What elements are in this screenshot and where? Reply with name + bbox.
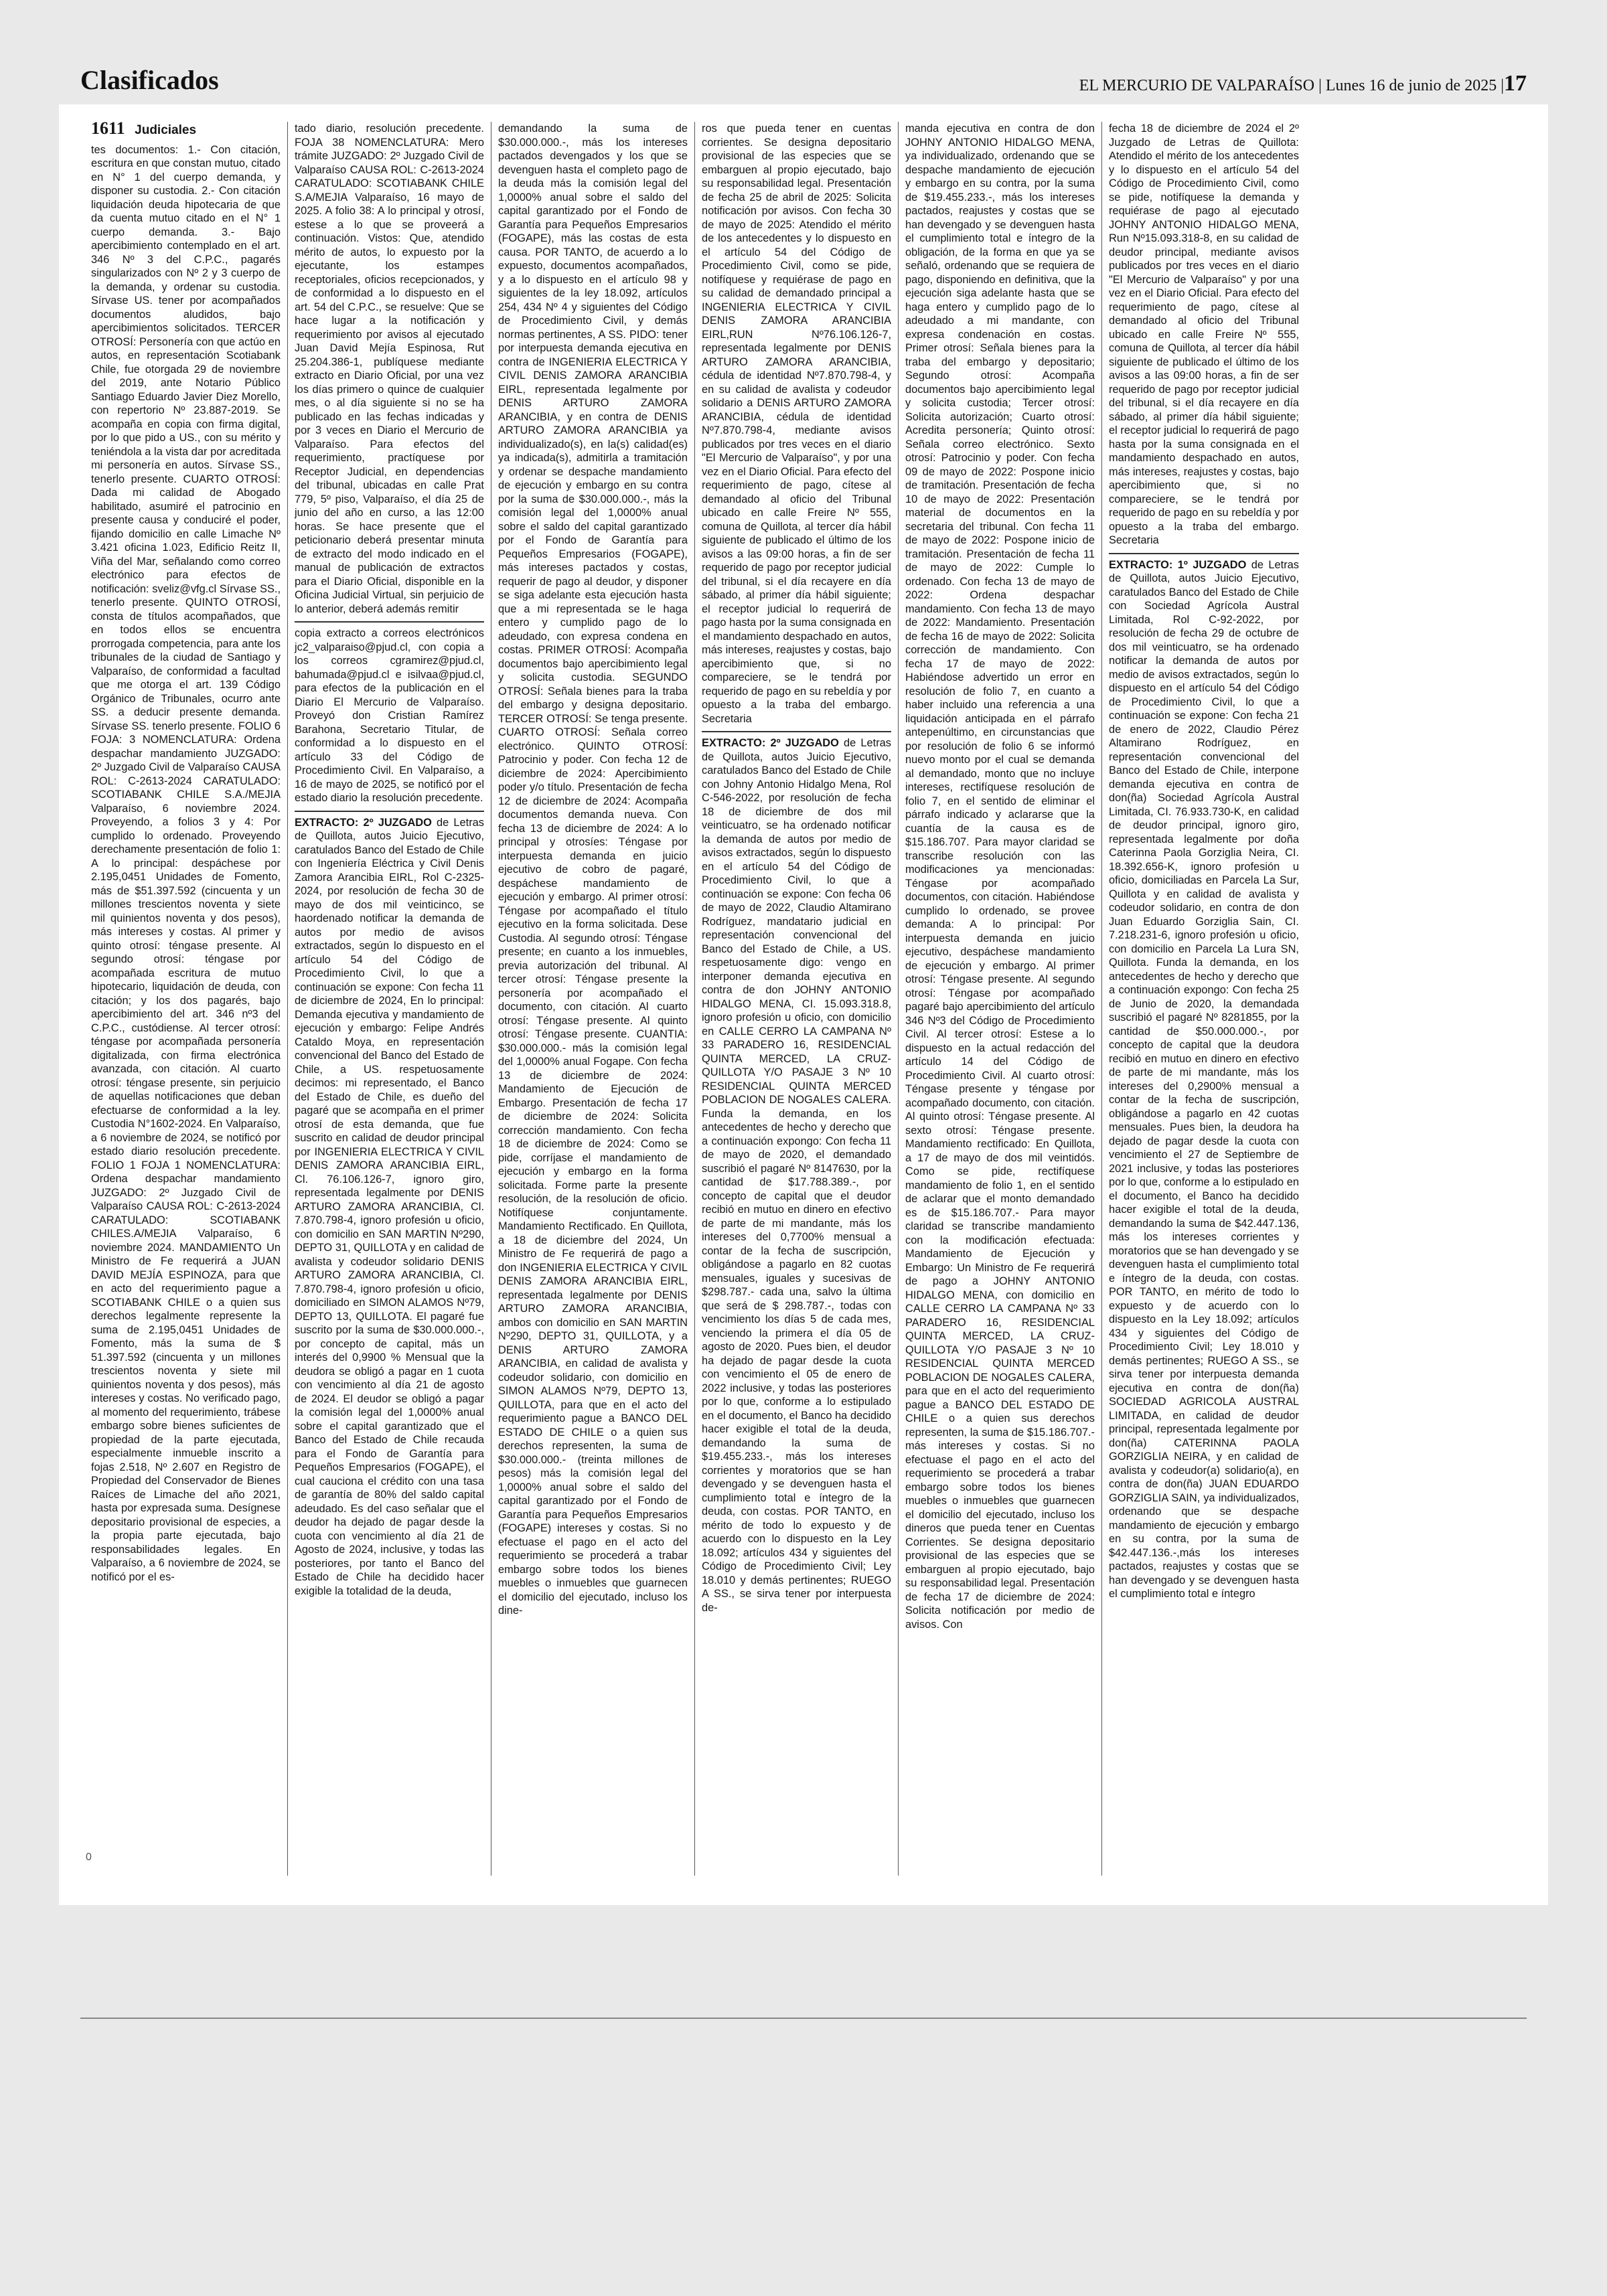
notice-kicker: EXTRACTO: 2º JUZGADO bbox=[702, 737, 839, 749]
folio-mark: 0 bbox=[86, 1852, 92, 1863]
column-3 bbox=[491, 122, 695, 1876]
notice-divider bbox=[295, 621, 484, 623]
column-1 bbox=[84, 122, 288, 1876]
category-heading bbox=[91, 122, 281, 138]
notice-paragraph: copia extracto a correos electrónicos jc2_valparaiso@pjud.cl, con copia a los correos cgramirez@pjud.cl, bahumada@pjud.cl e isilvaa@pjud.cl, para efectos de la publicación en el Diario El Mercurio de Valparaíso. Proveyó don Cristian Ramírez Barahona, Secretario Titular, de conformidad a lo dispuesto en el artículo 33 del Código de Procedimiento Civil. En Valparaíso, a 16 de mayo de 2025, se notificó por el estado diario la resolución precedente. bbox=[295, 627, 484, 804]
bottom-rule bbox=[80, 2018, 1527, 2019]
notice-kicker: EXTRACTO: 1º JUZGADO bbox=[1109, 558, 1247, 571]
notice-divider bbox=[702, 731, 891, 732]
column-2 bbox=[288, 122, 491, 1876]
column-4 bbox=[695, 122, 899, 1876]
notice-paragraph: EXTRACTO: 1º JUZGADO de Letras de Quillota, autos Juicio Ejecutivo, caratulados Banco del Estado de Chile con Sociedad Agrícola Austral Limitada, Rol C-92-2022, por resolución de fecha 29 de octubre de dos mil veinticuatro, se ha ordenado notificar la demanda de autos por medio de avisos extractados, según lo dispuesto en el artículo 54 del Código de Procedimiento Civil, lo que a continuación se expone: Con fecha 21 de enero de 2022, Claudio Pérez Altamirano Rodríguez, en representación convencional del Banco del Estado de Chile, interpone demanda ejecutiva en contra de don(ña) Sociedad Agrícola Austral Limitada, CI. 76.933.730-K, en calidad de deudor principal, ignoro giro, representada legalmente por doña Caterinna Paola Gorziglia Neira, CI. 18.392.656-K, ignoro profesión u oficio, domiciliadas en Parcela La Sur, Quillota y en calidad de avalista y codeudor solidario, en contra de don Juan Eduardo Gorziglia Sain, CI. 7.218.231-6, ignoro profesión u oficio, con domicilio en Parcela La Lura SN, Quillota. Funda la demanda, en los antecedentes de hecho y derecho que a continuación expongo: Con fecha 25 de Junio de 2020, la demandada suscribió el pagaré Nº 8281855, por la cantidad de $50.000.000.-, por concepto de capital que la deudora recibió en mutuo en dinero en efectivo de parte de mi mandante, más los intereses del 0,2900% mensual a contar de la fecha de suscripción, obligándose a pagarlo en 42 cuotas mensuales. Pues bien, la deudora ha dejado de pagar desde la cuota con vencimiento el 27 de Septiembre de 2021 inclusive, y todas las posteriores por lo que, conforme a lo estipulado en el documento, el Banco ha decidido hacer exigible el total de la deuda, demandando la suma de $42.447.136, más los intereses corrientes y moratorios que se han devengado y se devenguen hasta el cumplimiento total e íntegro de la deuda, con costas. POR TANTO, en mérito de todo lo expuesto y de acuerdo con lo dispuesto en la Ley 18.092; artículos 434 y siguientes del Código de Procedimiento Civil; Ley 18.010 y demás pertinentes; RUEGO A SS., se sirva tener por interpuesta demanda ejecutiva en contra de don(ña) SOCIEDAD AGRICOLA AUSTRAL LIMITADA, en calidad de deudor principal, representada legalmente por don(ña) CATERINNA PAOLA GORZIGLIA NEIRA, y en calidad de avalista y codeudor(a) solidario(a), en contra de don(ña) JUAN EDUARDO GORZIGLIA SAIN, ya individualizados, ordenando que se despache mandamiento de ejecución y embargo en su contra, por la suma de $42.447.136.-,más los intereses pactados, reajustes y costas que se han devengado y se devenguen hasta el cumplimiento total e íntegro bbox=[1109, 558, 1299, 1600]
notice-kicker: EXTRACTO: 2º JUZGADO bbox=[295, 816, 432, 829]
column-6 bbox=[1102, 122, 1306, 1876]
classifieds-sheet bbox=[59, 104, 1548, 1905]
category-label: Judiciales bbox=[135, 123, 197, 137]
notice-divider bbox=[1109, 553, 1299, 554]
column-5 bbox=[899, 122, 1102, 1876]
masthead bbox=[80, 64, 1527, 106]
notice-paragraph: demandando la suma de $30.000.000.-, más los intereses pactados devengados y los que se devenguen hasta el completo pago de la deuda más la comisión legal del 1,0000% anual sobre el saldo del capital garantizado por el Fondo de Garantía para Pequeños Empresarios (FOGAPE), más las costas de esta causa. POR TANTO, de acuerdo a lo expuesto, documentos acompañados, y a lo dispuesto en el artículo 98 y siguientes de la ley 18.092, artículos 254, 434 Nº 4 y siguientes del Código de Procedimiento Civil, y demás normas pertinentes, A SS. PIDO: tener por interpuesta demanda ejecutiva en contra de INGENIERIA ELECTRICA Y CIVIL DENIS ZAMORA ARANCIBIA EIRL, representada legalmente por DENIS ARTURO ZAMORA ARANCIBIA, y en contra de DENIS ARTURO ZAMORA ARANCIBIA ya individualizado(s), en la(s) calidad(es) ya indicada(s), admitirla a tramitación y ordenar se despache mandamiento de ejecución y embargo en su contra por la suma de $30.000.000.-, más la comisión legal del 1,0000% anual sobre el saldo del capital garantizado por el Fondo de Garantía para Pequeños Empresarios (FOGAPE), más intereses pactados y costas, requerir de pago al deudor, y disponer se siga adelante esta ejecución hasta que a mi representada se le haga entero y cumplido pago de lo adeudado, con expresa condena en costas. PRIMER OTROSÍ: Acompaña documentos bajo apercibimiento legal y solicita custodia. SEGUNDO OTROSÍ: Señala bienes para la traba del embargo y designa depositario. TERCER OTROSÍ: Se tenga presente. CUARTO OTROSÍ: Señala correo electrónico. QUINTO OTROSÍ: Patrocinio y poder. Con fecha 12 de diciembre de 2024: Apercibimiento poder y/o título. Presentación de fecha 12 de diciembre de 2024: Acompaña documentos demanda nueva. Con fecha 13 de diciembre de 2024: A lo principal y otrosíes: Téngase por interpuesta demanda en juicio ejecutivo de cobro de pagaré, despáchese mandamiento de ejecución y embargo. Al primer otrosí: Téngase por acompañado el título ejecutivo en la forma solicitada. Dese Custodia. Al segundo otrosí: Téngase presente; en cuanto a los inmuebles, previa autorización del tribunal. Al tercer otrosí: Téngase presente la personería por acompañado el documento, con citación. Al cuarto otrosí: Téngase presente. Al quinto otrosí: Téngase presente. CUANTIA: $30.000.000.- más la comisión legal del 1,0000% anual Fogape. Con fecha 13 de diciembre de 2024: Mandamiento de Ejecución de Embargo. Presentación de fecha 17 de diciembre de 2024: Solicita corrección mandamiento. Con fecha 18 de diciembre de 2024: Como se pide, corríjase el mandamiento de ejecución y embargo en la forma solicitada. Forme parte la presente resolución, de la resolución de oficio. Notifíquese conjuntamente. Mandamiento Rectificado. En Quillota, a 18 de diciembre del 2024, Un Ministro de Fe requerirá de pago a don INGENIERIA ELECTRICA Y CIVIL DENIS ZAMORA ARANCIBIA EIRL, representada legalmente por DENIS ARTURO ZAMORA ARANCIBIA, ambos con domicilio en SAN MARTIN Nº290, DEPTO 31, QUILLOTA, y a DENIS ARTURO ZAMORA ARANCIBIA, en calidad de avalista y codeudor solidario, con domicilio en SIMON ALAMOS Nº79, DEPTO 13, QUILLOTA, para que en el acto del requerimiento pague a BANCO DEL ESTADO DE CHILE o a quien sus derechos representen, la suma de $30.000.000.- (treinta millones de pesos) más la comisión legal del 1,0000% anual sobre el saldo del capital garantizado por el Fondo de Garantía para Pequeños Empresarios (FOGAPE) intereses y costas. Si no efectuase el pago en el acto del requerimiento se procederá a trabar embargo sobre todos los bienes muebles o inmuebles que guarnecen el domicilio del ejecutado, incluso los dine- bbox=[498, 122, 688, 1617]
paper-name-date: EL MERCURIO DE VALPARAÍSO | Lunes 16 de junio de 2025 | bbox=[1079, 77, 1504, 94]
notice-paragraph: fecha 18 de diciembre de 2024 el 2º Juzgado de Letras de Quillota: Atendido el mérito de los antecedentes y lo dispuesto en el artículo 54 del Código de Procedimiento Civil, como se pide, notifíquese la demanda y requiérase de pago al ejecutado JOHNY ANTONIO HIDALGO MENA, Run Nº15.093.318-8, en su calidad de deudor principal, mediante avisos publicados por tres veces en el diario "El Mercurio de Valparaíso" y por una vez en el Diario Oficial. Para efecto del requerimiento de pago, cítese al demandado al oficio del Tribunal ubicado en calle Freire Nº 555, comuna de Quillota, al tercer día hábil siguiente de publicado el último de los avisos a las 09:00 horas, a fin de ser requerido de pago por receptor judicial del tribunal, si el día recayere en día sábado, al primer día hábil siguiente; el receptor judicial lo requerirá de pago hasta por la suma consignada en el mandamiento despachado en autos, más intereses, reajustes y costas, bajo apercibimiento que, si no compareciere, se le tendrá por requerido de pago en su rebeldía y por opuesto a la traba del embargo. Secretaria bbox=[1109, 122, 1299, 546]
notice-paragraph: EXTRACTO: 2º JUZGADO de Letras de Quillota, autos Juicio Ejecutivo, caratulados Banco del Estado de Chile con Johny Antonio Hidalgo Mena, Rol C-546-2022, por resolución de fecha 18 de diciembre de dos mil veinticuatro, se ha ordenado notificar la demanda de autos por medio de avisos extractados, según lo dispuesto en el artículo 54 del Código de Procedimiento Civil, lo que a continuación se expone: Con fecha 06 de mayo de 2022, Claudio Altamirano Rodríguez, mandatario judicial en representación convencional del Banco del Estado de Chile, a US. respetuosamente digo: vengo en interponer demanda ejecutiva en contra de don JOHNY ANTONIO HIDALGO MENA, CI. 15.093.318.8, ignoro profesión u oficio, con domicilio en CALLE CERRO LA CAMPANA Nº 33 PARADERO 16, RESIDENCIAL QUINTA MERCED, LA CRUZ- QUILLOTA Y/O PASAJE 3 Nº 10 RESIDENCIAL QUINTA MERCED POBLACION DE NOGALES CALERA. Funda la demanda, en los antecedentes de hecho y derecho que a continuación expongo: Con fecha 11 de mayo de 2020, el demandado suscribió el pagaré Nº 8147630, por la cantidad de $17.788.389.-, por concepto de capital que el deudor recibió en mutuo en dinero en efectivo de parte de mi mandante, más los intereses del 0,7700% mensual a contar de la fecha de suscripción, obligándose a pagarlo en 82 cuotas mensuales, iguales y sucesivas de $298.787.- cada una, salvo la última que será de $ 298.787.-, todas con vencimiento los días 5 de cada mes, venciendo la primera el día 05 de agosto de 2020. Pues bien, el deudor ha dejado de pagar desde la cuota con vencimiento el 05 de enero de 2022 inclusive, y todas las posteriores por lo que, conforme a lo estipulado en el documento, el Banco ha decidido hacer exigible el total de la deuda, demandando la suma de $19.455.233.-, más los intereses corrientes y moratorios que se han devengado y se devenguen hasta el cumplimiento total e íntegro de la deuda, con costas. POR TANTO, en mérito de todo lo expuesto y de acuerdo con lo dispuesto en la Ley 18.092; artículos 434 y siguientes del Código de Procedimiento Civil; Ley 18.010 y demás pertinentes; RUEGO A SS., se sirva tener por interpuesta de- bbox=[702, 737, 891, 1614]
notice-paragraph: ros que pueda tener en cuentas corrientes. Se designa depositario provisional de las especies que se embarguen al propio ejecutado, bajo su responsabilidad legal. Presentación de fecha 25 de abril de 2025: Solicita notificación por avisos. Con fecha 30 de mayo de 2025: Atendido el mérito de los antecedentes y lo dispuesto en el artículo 54 del Código de Procedimiento Civil, como se pide, notifíquese y requiérase de pago en su calidad de demandado principal a INGENIERIA ELECTRICA Y CIVIL DENIS ZAMORA ARANCIBIA EIRL,RUN Nº76.106.126-7, representada legalmente por DENIS ARTURO ZAMORA ARANCIBIA, cédula de identidad Nº7.870.798-4, y en su calidad de avalista y codeudor solidario a DENIS ARTURO ZAMORA ARANCIBIA, cédula de identidad Nº7.870.798-4, mediante avisos publicados por tres veces en el diario "El Mercurio de Valparaíso", y por una vez en el Diario Oficial. Para efecto del requerimiento de pago, cítese al demandado al oficio del Tribunal ubicado en calle Freire Nº 555, comuna de Quillota, al tercer día hábil siguiente de publicado el último de los avisos a las 09:00 horas, a fin de ser requerido de pago por receptor judicial del tribunal, si el día recayere en día sábado, al primer día hábil siguiente; el receptor judicial lo requerirá de pago hasta por la suma consignada en el mandamiento despachado en autos, más intereses, reajustes y costas, bajo apercibimiento que, si no compareciere, se le tendrá por requerido de pago en su rebeldía y por opuesto a la traba del embargo. Secretaria bbox=[702, 122, 891, 725]
notice-paragraph: tes documentos: 1.- Con citación, escritura en que constan mutuo, citado en N° 1 del cuerpo demanda, y disponer su custodia. 2.- Con citación liquidación deuda hipotecaria de que da cuenta mutuo citado en el N° 1 cuerpo demanda. 3.- Bajo apercibimiento contemplado en el art. 346 Nº 3 del C.P.C., pagarés singularizados con Nº 2 y 3 cuerpo de la demanda, y ordenar su custodia. Sírvase US. tener por acompañados documentos aludidos, bajo apercibimientos solicitados. TERCER OTROSÍ: Personería con que actúo en autos, en representación Scotiabank Chile, fue otorgada 29 de noviembre del 2019, ante Notario Público Santiago Eduardo Javier Diez Morello, con repertorio Nº 23.887-2019. Se acompaña en copia con firma digital, por lo que pido a US., con su mérito y teniéndola a la vista dar por acreditada mi personería en autos. Sírvase SS., tenerlo presente. CUARTO OTROSÍ: Dada mi calidad de Abogado habilitado, asumiré el patrocinio en presente causa y conduciré el poder, fijando domicilio en calle Limache Nº 3.421 oficina 1.023, Edificio Reitz II, Viña del Mar, señalando como correo electrónico para efectos de notificación: sveliz@vfg.cl Sírvase SS., tenerlo presente. QUINTO OTROSÍ, consta de títulos acompañados, que en todos ellos se encuentra prorrogada competencia, para ante los tribunales de la ciudad de Santiago y Valparaíso, de conformidad a facultad que me otorga el art. 139 Código Orgánico de Tribunales, ocurro ante SS. a deducir presente demanda. Sírvase SS. tenerlo presente. FOLIO 6 FOJA: 3 NOMENCLATURA: Ordena despachar mandamiento JUZGADO: 2º Juzgado Civil de Valparaíso CAUSA ROL: C-2613-2024 CARATULADO: SCOTIABANK CHILE S.A./MEJIA Valparaíso, 6 noviembre 2024. Proveyendo, a folios 3 y 4: Por cumplido lo ordenado. Proveyendo derechamente presentación de folio 1: A lo principal: despáchese por 2.195,0451 Unidades de Fomento, más de $51.397.592 (cincuenta y un millones trescientos noventa y siete mil quinientos noventa y dos pesos), más intereses y costas. Al primer y quinto otrosí: téngase presente. Al segundo otrosí: téngase por acompañada escritura de mutuo hipotecario, liquidación de deuda, con citación; y los dos pagarés, bajo apercibimiento del art. 346 nº3 del C.P.C., custódiense. Al tercer otrosí: téngase por acompañada personería digitalizada, con firma electrónica avanzada, con citación. Al cuarto otrosí: téngase presente, sin perjuicio de aquellas notificaciones que deban efectuarse de conformidad a la ley. Custodia N°1602-2024. En Valparaíso, a 6 noviembre de 2024, se notificó por estado diario resolución precedente. FOLIO 1 FOJA 1 NOMENCLATURA: Ordena despachar mandamiento JUZGADO: 2º Juzgado Civil de Valparaíso CAUSA ROL: C-2613-2024 CARATULADO: SCOTIABANK CHILES.A/MEJIA Valparaíso, 6 noviembre 2024. MANDAMIENTO Un Ministro de Fe requerirá a JUAN DAVID MEJÍA ESPINOZA, para que en acto del requerimiento pague a SCOTIABANK CHILE o a quien sus derechos legalmente represente la suma de 2.195,0451 Unidades de Fomento, más la suma de $ 51.397.592 (cincuenta y un millones trescientos noventa y siete mil quinientos noventa y dos pesos), más intereses y costas. No verificado pago, al momento del requerimiento, trábese embargo sobre bienes suficientes de propiedad de la parte ejecutada, especialmente inmueble inscrito a fojas 2.518, Nº 2.607 en Registro de Propiedad del Conservador de Bienes Raíces de Limache del año 2021, hasta por expresada suma. Desígnese depositario provisional de especies, a la propia parte ejecutada, bajo responsabilidades legales. En Valparaíso, a 6 noviembre de 2024, se notificó por el es- bbox=[91, 143, 281, 1583]
section-title: Clasificados bbox=[80, 65, 219, 95]
category-number: 1611 bbox=[91, 122, 125, 138]
notice-divider bbox=[295, 811, 484, 812]
notice-paragraph: EXTRACTO: 2º JUZGADO de Letras de Quillota, autos Juicio Ejecutivo, caratulados Banco del Estado de Chile con Ingeniería Eléctrica y Civil Denis Zamora Arancibia EIRL, Rol C-2325-2024, por resolución de fecha 30 de mayo de dos mil veinticinco, se haordenado notificar la demanda de autos por medio de avisos extractados, según lo dispuesto en el artículo 54 del Código de Procedimiento Civil, lo que a continuación se expone: Con fecha 11 de diciembre de 2024, En lo principal: Demanda ejecutiva y mandamiento de ejecución y embargo: Felipe Andrés Cataldo Moya, en representación convencional del Banco del Estado de Chile, a US. respetuosamente decimos: mi representado, el Banco del Estado de Chile, es dueño del pagaré que se acompaña en el primer otrosí de esta demanda, que fue suscrito en calidad de deudor principal por INGENIERIA ELECTRICA Y CIVIL DENIS ZAMORA ARANCIBIA EIRL, Cl. 76.106.126-7, ignoro giro, representada legalmente por DENIS ARTURO ZAMORA ARANCIBIA, Cl. 7.870.798-4, ignoro profesión u oficio, con domicilio en SAN MARTIN Nº290, DEPTO 31, QUILLOTA y en calidad de avalista y codeudor solidario DENIS ARTURO ZAMORA ARANCIBIA, Cl. 7.870.798-4, ignoro profesión u oficio, domiciliado en SIMON ALAMOS Nº79, DEPTO 13, QUILLOTA. El pagaré fue suscrito por la suma de $30.000.000.-, por concepto de capital, más un interés del 0,9900 % Mensual que la deudora se obligó a pagar en 1 cuota con vencimiento al día 21 de agosto de 2024. El deudor se obligó a pagar la comisión legal del 1,0000% anual sobre el capital garantizado que el Banco del Estado de Chile recauda para el Fondo de Garantía para Pequeños Empresarios (FOGAPE), el cual cauciona el crédito con una tasa de garantía de 80% del saldo capital adeudado. Es del caso señalar que el deudor ha dejado de pagar desde la cuota con vencimiento al día 21 de Agosto de 2024, inclusive, y todas las posteriores, por tanto el Banco del Estado de Chile ha decidido hacer exigible la totalidad de la deuda, bbox=[295, 816, 484, 1597]
paper-info bbox=[1079, 71, 1527, 96]
notice-paragraph: manda ejecutiva en contra de don JOHNY ANTONIO HIDALGO MENA, ya individualizado, ordenando que se despache mandamiento de ejecución y embargo en su contra, por la suma de $19.455.233.-, más los intereses pactados, reajustes y costas que se han devengado y se devenguen hasta el cumplimiento total e íntegro de la obligación, de la forma en que ya se señaló, ordenando que se requiera de pago, disponiendo en definitiva, que la ejecución siga adelante hasta que se haga entero y cumplido pago de lo adeudado a mi mandante, con expresa condenación en costas. Primer otrosí: Señala bienes para la traba del embargo y depositario; Segundo otrosí: Acompaña documentos bajo apercibimiento legal y solicita custodia; Tercer otrosí: Solicita autorización; Cuarto otrosí: Acredita personería; Quinto otrosí: Señala correo electrónico. Sexto otrosí: Patrocinio y poder. Con fecha 09 de mayo de 2022: Pospone inicio de tramitación. Presentación de fecha 10 de mayo de 2022: Presentación material de documentos en la secretaria del tribunal. Con fecha 11 de mayo de 2022: Pospone inicio de tramitación. Presentación de fecha 11 de mayo de 2022: Cumple lo ordenado. Con fecha 13 de mayo de 2022: Ordena despachar mandamiento. Con fecha 13 de mayo de 2022: Mandamiento. Presentación de fecha 16 de mayo de 2022: Solicita corrección de mandamiento. Con fecha 17 de mayo de 2022: Habiéndose advertido un error en resolución de folio 7, en cuanto a haber incluido una referencia a una liquidación anticipada en el párrafo antepenúltimo, en circunstancias que por resolución de folio 6 se informó nuevo monto por el cual se demanda al demandado, monto que no incluye intereses, rectifíquese resolución de folio 7, en el sentido de eliminar el párrafo indicado y aclararse que la cuantía de la causa es de $15.186.707. Para mayor claridad se transcribe resolución con las modificaciones ya mencionadas: Téngase por acompañado documentos, con citación. Habiéndose cumplido lo ordenado, se provee demanda: A lo principal: Por interpuesta demanda en juicio ejecutivo, despáchese mandamiento de ejecución y embargo. Al primer otrosí: Téngase presente. Al segundo otrosí: Téngase por acompañado pagaré bajo apercibimiento del artículo 346 Nº3 del Código de Procedimiento Civil. Al tercer otrosí: Estese a lo dispuesto en la actual redacción del artículo 14 del Código de Procedimiento Civil. Al cuarto otrosí: Téngase presente y téngase por acompañado documento, con citación. Al quinto otrosí: Téngase presente. Al sexto otrosí: Téngase presente. Mandamiento rectificado: En Quillota, a 17 de mayo de dos mil veintidós. Como se pide, rectifíquese mandamiento de folio 1, en el sentido de aclarar que el monto demandado es de $15.186.707.- Para mayor claridad se transcribe mandamiento con la modificación efectuada: Mandamiento de Ejecución y Embargo: Un Ministro de Fe requerirá de pago a JOHNY ANTONIO HIDALGO MENA, con domicilio en CALLE CERRO LA CAMPANA Nº 33 PARADERO 16, RESIDENCIAL QUINTA MERCED, LA CRUZ- QUILLOTA Y/O PASAJE 3 Nº 10 RESIDENCIAL QUINTA MERCED POBLACION DE NOGALES CALERA, para que en el acto del requerimiento pague a BANCO DEL ESTADO DE CHILE o a quien sus derechos representen, la suma de $15.186.707.- más intereses y costas. Si no efectuase el pago en el acto del requerimiento se procederá a trabar embargo sobre todos los bienes muebles o inmuebles que guarnecen el domicilio del ejecutado, incluso los dineros que pueda tener en Cuentas Corrientes. Se designa depositario provisional de las especies que se embarguen al propio ejecutado, bajo su responsabilidad legal. Presentación de fecha 17 de diciembre de 2024: Solicita notificación por medio de avisos. Con bbox=[905, 122, 1095, 1631]
page-number: 17 bbox=[1504, 71, 1527, 96]
columns bbox=[84, 122, 1525, 1876]
notice-paragraph: tado diario, resolución precedente. FOJA 38 NOMENCLATURA: Mero trámite JUZGADO: 2º Juzgado Civil de Valparaíso CAUSA ROL: C-2613-2024 CARATULADO: SCOTIABANK CHILE S.A/MEJIA Valparaíso, 16 mayo de 2025. A folio 38: A lo principal y otrosí, estese a lo que se proveerá a continuación. Vistos: Que, atendido mérito de autos, lo expuesto por la ejecutante, los estampes receptoriales, oficios recepcionados, y de conformidad a lo dispuesto en el art. 54 del C.P.C., se resuelve: Que se hace lugar a la notificación y requerimiento por avisos al ejecutado Juan David Mejía Espinosa, Rut 25.204.386-1, publíquese mediante extracto en Diario Oficial, por una vez los días primero o quince de cualquier mes, o al día siguiente si no se ha publicado en las fechas indicadas y por 3 veces en Diario el Mercurio de Valparaíso. Para efectos del requerimiento, practíquese por Receptor Judicial, en dependencias del tribunal, ubicadas en calle Prat 779, 5º piso, Valparaíso, el día 25 de junio del año en curso, a las 12:00 horas. Se hace presente que el peticionario deberá presentar minuta de extracto del modo indicado en el manual de publicación de extractos para el Diario Oficial, disponible en la Oficina Judicial Virtual, sin perjuicio de lo anterior, deberá además remitir bbox=[295, 122, 484, 615]
